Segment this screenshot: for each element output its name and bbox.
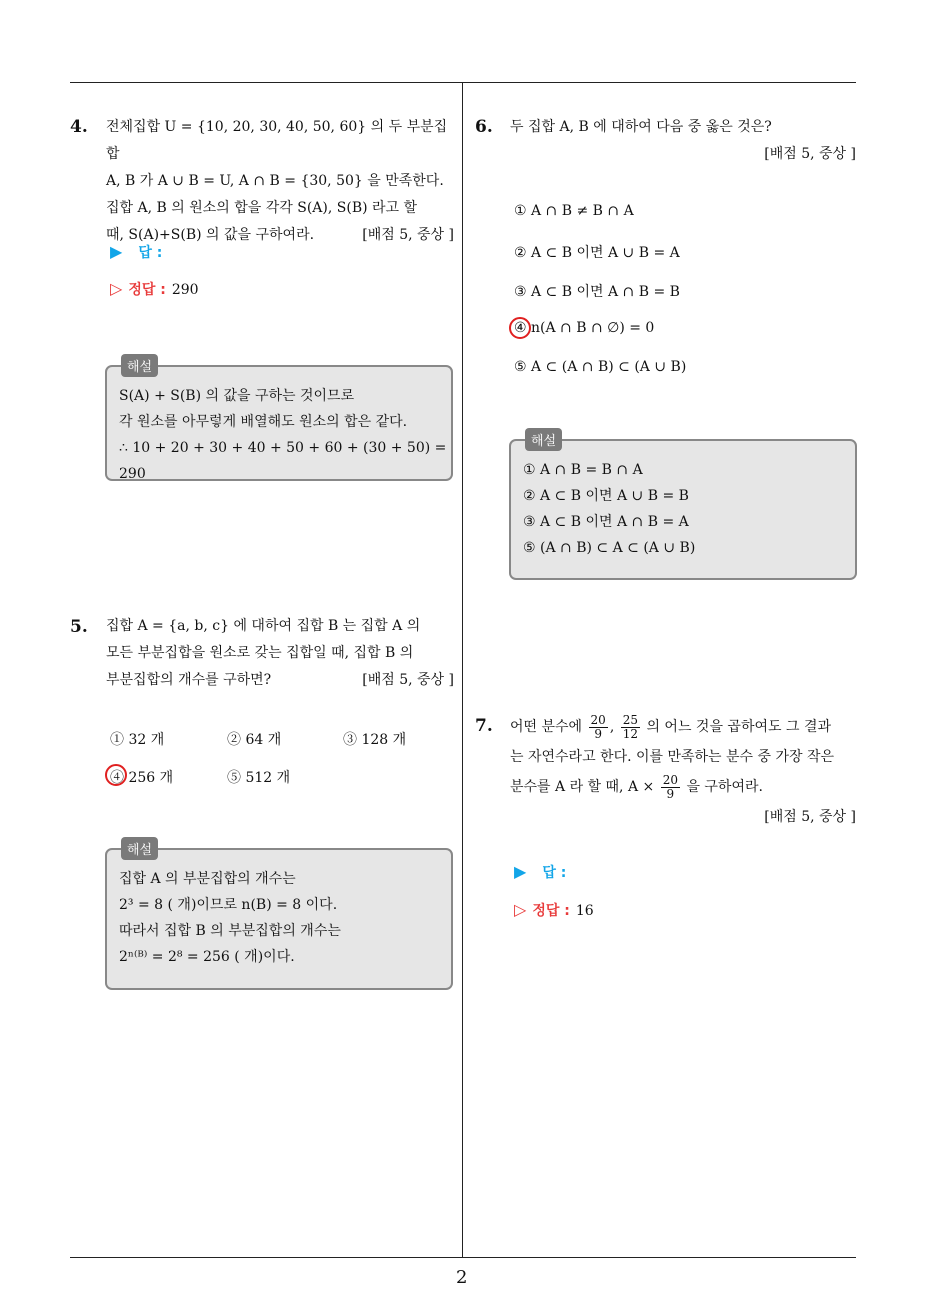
question-5-line3: 부분집합의 개수를 구하면? xyxy=(106,672,272,688)
question-4-score: [배점 5, 중상 ] xyxy=(362,227,454,243)
solution-line: ∴ 10 + 20 + 30 + 40 + 50 + 60 + (30 + 50) = 290 xyxy=(119,440,447,482)
question-7-score: [배점 5, 중상 ] xyxy=(764,809,856,825)
question-6-option-3[interactable]: ③ A ⊂ B 이면 A ∩ B = B xyxy=(514,284,680,300)
solution-line: ③ A ⊂ B 이면 A ∩ B = A xyxy=(523,514,689,530)
column-divider xyxy=(462,82,463,1258)
solution-line: 집합 A 의 부분집합의 개수는 xyxy=(119,871,296,887)
question-4-answer-row xyxy=(110,242,162,262)
solution-tag: 해설 xyxy=(121,837,158,860)
answer-label: 답 : xyxy=(138,245,163,261)
solution-line: 2³ = 8 ( 개)이므로 n(B) = 8 이다. xyxy=(119,897,338,913)
solution-line: 각 원소를 아무렇게 배열해도 원소의 합은 같다. xyxy=(119,414,408,430)
question-7-line3-pre: 분수를 A 라 할 때, A × xyxy=(510,779,655,795)
play-arrow-icon: ▶ xyxy=(514,862,527,881)
question-6-option-4[interactable]: ④ n(A ∩ B ∩ ∅) = 0 xyxy=(514,320,655,336)
solution-line: ⑤ (A ∩ B) ⊂ A ⊂ (A ∪ B) xyxy=(523,540,696,556)
solution-line: ② A ⊂ B 이면 A ∪ B = B xyxy=(523,488,689,504)
correct-value: 16 xyxy=(575,903,594,919)
question-4-line4: 때, S(A)+S(B) 의 값을 구하여라. xyxy=(106,227,315,243)
question-5-text xyxy=(106,613,454,694)
answer-label: 답 : xyxy=(542,865,567,881)
question-5-option-4[interactable]: ④ 256 개 xyxy=(110,770,174,786)
question-4-line2: A, B 가 A ∪ B = U, A ∩ B = {30, 50} 을 만족한다. xyxy=(106,173,444,189)
question-5-line1: 집합 A = {a, b, c} 에 대하여 집합 B 는 집합 A 의 xyxy=(106,618,421,634)
question-5-option-3[interactable]: ③ 128 개 xyxy=(343,732,407,748)
correct-label: 정답 : xyxy=(532,903,570,919)
play-arrow-icon: ▶ xyxy=(110,242,123,261)
question-5-option-5[interactable]: ⑤ 512 개 xyxy=(227,770,291,786)
correct-value: 290 xyxy=(171,282,199,298)
top-rule xyxy=(70,82,856,83)
question-6-option-2[interactable]: ② A ⊂ B 이면 A ∪ B = A xyxy=(514,245,680,261)
question-5-number: 5. xyxy=(70,617,88,637)
question-4-correct-row xyxy=(110,279,199,299)
question-4-solution-box xyxy=(105,360,453,482)
question-6-option-5[interactable]: ⑤ A ⊂ (A ∩ B) ⊂ (A ∪ B) xyxy=(514,359,687,375)
question-5-option-2[interactable]: ② 64 개 xyxy=(227,732,282,748)
question-6-number: 6. xyxy=(475,117,493,137)
solution-line: S(A) + S(B) 의 값을 구하는 것이므로 xyxy=(119,388,355,404)
question-7-line3-post: 을 구하여라. xyxy=(686,779,763,795)
fraction-25-12: $\frac{25}{12}$ xyxy=(622,712,638,741)
question-4-text xyxy=(106,114,454,249)
outline-triangle-icon: ▷ xyxy=(514,900,527,919)
question-4-number: 4. xyxy=(70,117,88,137)
question-7-correct-row xyxy=(514,900,594,920)
question-5-line2: 모든 부분집합을 원소로 갖는 집합일 때, 집합 B 의 xyxy=(106,645,414,661)
question-5-score: [배점 5, 중상 ] xyxy=(362,672,454,688)
question-7-line1-post: 의 어느 것을 곱하여도 그 결과 xyxy=(646,719,831,735)
solution-line: ① A ∩ B = B ∩ A xyxy=(523,462,643,478)
solution-tag: 해설 xyxy=(121,354,158,377)
question-6-line1: 두 집합 A, B 에 대하여 다음 중 옳은 것은? xyxy=(510,119,772,135)
solution-line: 2ⁿ⁽ᴮ⁾ = 2⁸ = 256 ( 개)이다. xyxy=(119,949,295,965)
solution-line: 따라서 집합 B 의 부분집합의 개수는 xyxy=(119,923,341,939)
fraction-20-9: $\frac{20}{9}$ xyxy=(662,772,678,801)
question-6-score: [배점 5, 중상 ] xyxy=(764,146,856,162)
correct-label: 정답 : xyxy=(128,282,166,298)
question-4-line1: 전체집합 U = {10, 20, 30, 40, 50, 60} 의 두 부분집합 xyxy=(106,119,448,162)
question-7-answer-row xyxy=(514,862,566,882)
solution-tag: 해설 xyxy=(525,428,562,451)
question-5-option-1[interactable]: ① 32 개 xyxy=(110,732,165,748)
fraction-20-9: $\frac{20}{9}$ xyxy=(590,712,606,741)
question-6-solution-box xyxy=(509,434,857,580)
question-6-option-1[interactable]: ① A ∩ B ≠ B ∩ A xyxy=(514,203,634,219)
question-7-line1-pre: 어떤 분수에 xyxy=(510,719,583,735)
page-number: 2 xyxy=(456,1267,468,1288)
bottom-rule xyxy=(70,1257,856,1258)
question-4-line3: 집합 A, B 의 원소의 합을 각각 S(A), S(B) 라고 할 xyxy=(106,200,418,216)
outline-triangle-icon: ▷ xyxy=(110,279,123,298)
question-7-text: 어떤 분수에 $\frac{20}{9}$ , $\frac{25}{12}$ 의 어느 것을 곱하여도 그 결과 는 자연수라고 한다. 이를 만족하는 분수 중 가장 작은 분수를 A 라 할 때, A × $\frac{20}{9}$ 을 구하여라. [배점 5, 중상 ] xyxy=(510,712,856,825)
question-7-number: 7. xyxy=(475,716,493,736)
question-5-solution-box xyxy=(105,843,453,990)
question-6-text xyxy=(510,114,856,168)
answer-circle-mark xyxy=(509,317,531,339)
question-7-line2: 는 자연수라고 한다. 이를 만족하는 분수 중 가장 작은 xyxy=(510,749,835,765)
answer-circle-mark xyxy=(105,764,127,786)
